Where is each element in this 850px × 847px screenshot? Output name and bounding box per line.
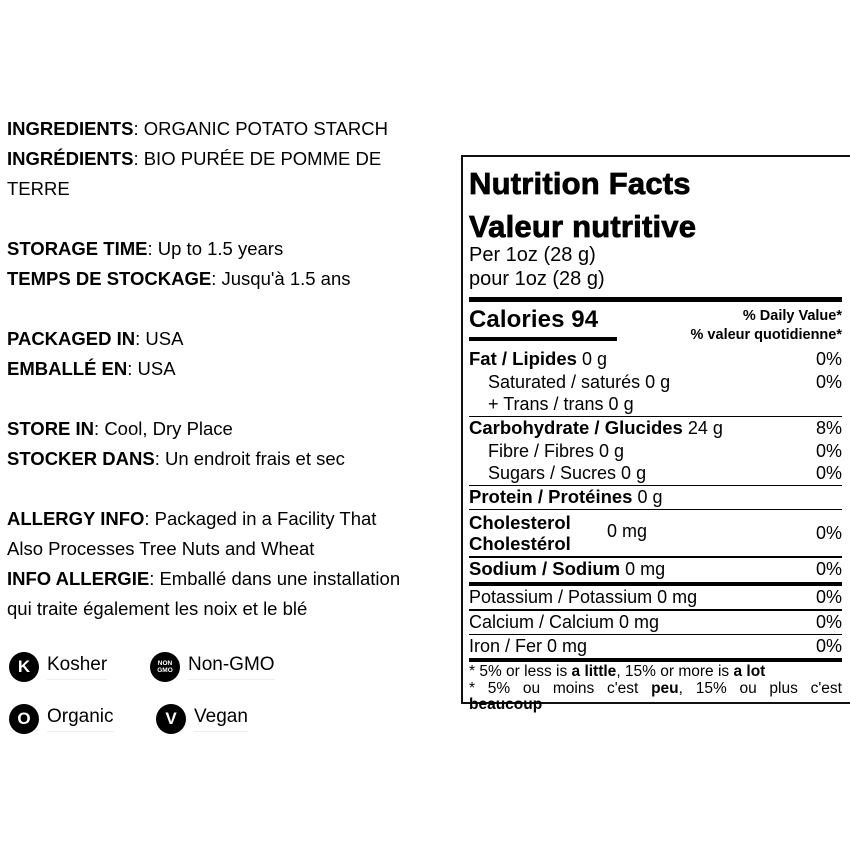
allergy-fr: INFO ALLERGIE: Emballé dans une installation bbox=[7, 568, 401, 589]
vegan-icon: V bbox=[156, 704, 186, 734]
badge-vegan: V Vegan bbox=[156, 704, 248, 734]
product-info bbox=[7, 114, 462, 624]
nutrient-row-cholesterol: Cholesterol Cholestérol 0 mg 0% bbox=[469, 512, 842, 554]
nutrition-title-fr: Valeur nutritive bbox=[469, 209, 697, 244]
storage-en: STORAGE TIME: Up to 1.5 years bbox=[7, 238, 284, 259]
nutrition-title-en: Nutrition Facts bbox=[469, 166, 691, 201]
nutrient-row-fibre: Fibre / Fibres 0 g 0% bbox=[488, 440, 842, 461]
badge-organic: O Organic bbox=[9, 704, 114, 734]
nutrient-row-trans: + Trans / trans 0 g bbox=[488, 394, 634, 414]
allergy-fr-cont: qui traite également les noix et le blé bbox=[7, 598, 308, 619]
storage-fr: TEMPS DE STOCKAGE: Jusqu'à 1.5 ans bbox=[7, 268, 351, 289]
nutrient-row-sugars: Sugars / Sucres 0 g 0% bbox=[488, 463, 842, 483]
footnote bbox=[469, 662, 842, 714]
serving-size-fr: pour 1oz (28 g) bbox=[469, 268, 605, 290]
allergy-en-cont: Also Processes Tree Nuts and Wheat bbox=[7, 538, 315, 559]
nutrient-row-fat: Fat / Lipides 0 g 0% bbox=[469, 348, 842, 369]
nutrition-facts-panel bbox=[461, 155, 850, 713]
non-gmo-icon: NON GMO bbox=[150, 652, 180, 682]
nutrient-row-sodium: Sodium / Sodium 0 mg 0% bbox=[469, 557, 842, 579]
calories-row bbox=[469, 302, 842, 348]
packaged-fr: EMBALLÉ EN: USA bbox=[7, 358, 176, 379]
nutrient-row-calcium: Calcium / Calcium 0 mg 0% bbox=[469, 611, 842, 632]
packaged-en: PACKAGED IN: USA bbox=[7, 328, 184, 349]
nutrient-row-saturated: Saturated / saturés 0 g 0% bbox=[488, 371, 842, 392]
ingredients-fr-cont: TERRE bbox=[7, 178, 70, 199]
badge-non-gmo: NON GMO Non-GMO bbox=[150, 652, 275, 682]
store-en: STORE IN: Cool, Dry Place bbox=[7, 418, 233, 439]
badge-kosher: K Kosher bbox=[9, 652, 107, 682]
nutrient-row-carbohydrate: Carbohydrate / Glucides 24 g 8% bbox=[469, 417, 842, 438]
daily-value-header: % Daily Value* % valeur quotidienne* bbox=[690, 308, 842, 343]
calories-label: Calories 94 bbox=[469, 306, 617, 341]
ingredients-fr: INGRÉDIENTS: BIO PURÉE DE POMME DE bbox=[7, 148, 382, 169]
nutrient-row-iron: Iron / Fer 0 mg 0% bbox=[469, 636, 842, 656]
footnote-en: * 5% or less is a little, 15% or more is a lot bbox=[469, 663, 766, 680]
footnote-fr: * 5% ou moins c'est peu, 15% ou plus c'est beaucoup bbox=[469, 679, 842, 713]
allergy-en: ALLERGY INFO: Packaged in a Facility That bbox=[7, 508, 377, 529]
store-fr: STOCKER DANS: Un endroit frais et sec bbox=[7, 448, 345, 469]
nutrient-row-protein: Protein / Protéines 0 g bbox=[469, 486, 663, 507]
organic-icon: O bbox=[9, 704, 39, 734]
serving-size-en: Per 1oz (28 g) bbox=[469, 244, 596, 266]
kosher-icon: K bbox=[9, 652, 39, 682]
nutrient-row-potassium: Potassium / Potassium 0 mg 0% bbox=[469, 587, 842, 607]
ingredients-en: INGREDIENTS: ORGANIC POTATO STARCH bbox=[7, 118, 389, 139]
